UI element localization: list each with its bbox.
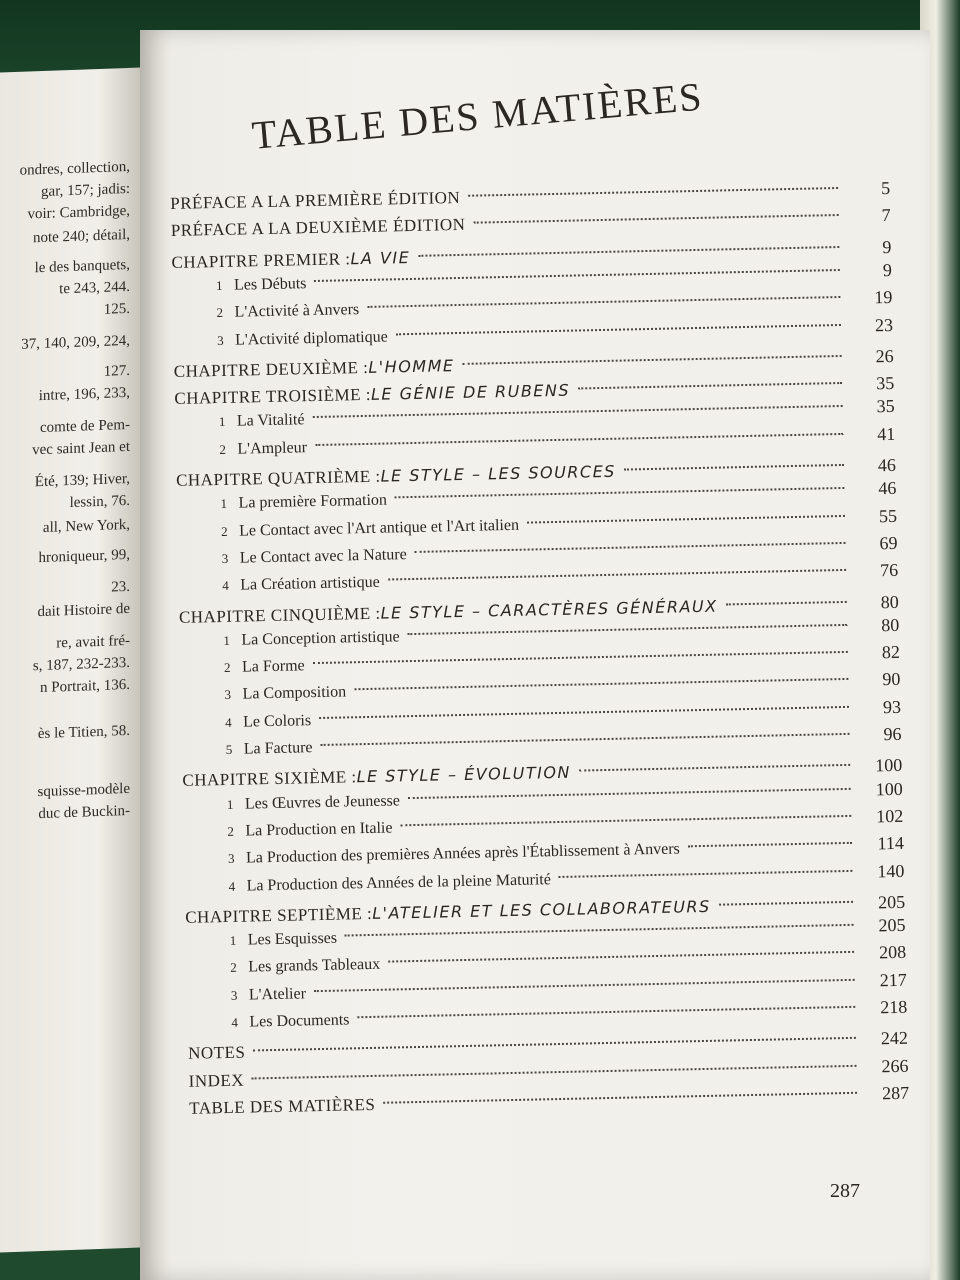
toc-entry-label: La Forme (241, 657, 305, 676)
dot-leader (312, 405, 842, 418)
page-title: TABLE DES MATIÈRES (250, 73, 706, 158)
toc-page-number: 100 (875, 778, 903, 799)
toc-section-number: 3 (227, 850, 235, 867)
toc-section-number: 3 (230, 987, 238, 1003)
toc-section-number: 1 (218, 414, 226, 430)
dot-leader (357, 1006, 855, 1018)
toc-section-number: 4 (222, 578, 229, 594)
toc-entry-label: L'Activité diplomatique (234, 327, 388, 349)
dot-leader (468, 187, 838, 197)
left-page-text-fragment: n Portrait, 136. (40, 676, 130, 697)
toc-entry-label: L'Atelier (248, 985, 307, 1004)
toc-section-number: 5 (225, 741, 233, 757)
toc-section-number: 1 (223, 632, 231, 648)
dot-leader (252, 1064, 857, 1079)
toc-page-number: 35 (875, 372, 895, 394)
toc-section-number: 4 (224, 714, 232, 730)
toc-chapter-subtitle: LA VIE (350, 247, 411, 268)
toc-section-number: 3 (224, 687, 232, 703)
toc-page-number: 205 (878, 914, 906, 936)
dot-leader (400, 815, 851, 826)
dot-leader (319, 706, 849, 719)
toc-entry-label: La Conception artistique (241, 628, 400, 649)
toc-entry-label: CHAPITRE PREMIER : (171, 248, 351, 272)
toc-entry-label: L'Activité à Anvers (234, 301, 360, 321)
toc-page-number: 218 (880, 996, 908, 1018)
left-page-text-fragment: 125. (103, 300, 130, 318)
toc-page-number: 80 (880, 591, 899, 612)
toc-page-number: 205 (877, 891, 906, 913)
toc-chapter-subtitle: LE STYLE – LES SOURCES (380, 461, 617, 486)
dot-leader (345, 924, 854, 937)
toc-entry-label: La première Formation (238, 491, 388, 512)
dot-leader (473, 214, 838, 224)
left-page-text-fragment: ondres, collection, (19, 158, 130, 179)
left-page-text-fragment: all, New York, (42, 516, 130, 536)
dot-leader (527, 515, 845, 524)
toc-entry-label: CHAPITRE DEUXIÈME : (173, 357, 369, 381)
toc-entry-label: La Production en Italie (245, 819, 393, 840)
toc-entry-label: La Facture (243, 739, 313, 758)
toc-entry-label: Le Contact avec la Nature (239, 546, 407, 567)
toc-page-number: 93 (882, 696, 902, 717)
toc-page-number: 7 (881, 205, 891, 226)
toc-page-number: 46 (878, 478, 897, 499)
dot-leader (396, 323, 841, 334)
toc-entry-label: CHAPITRE QUATRIÈME : (175, 466, 381, 490)
left-page (0, 68, 140, 1253)
toc-entry-label: CHAPITRE SEPTIÈME : (185, 903, 373, 927)
toc-section-number: 2 (220, 523, 228, 539)
toc-entry-label: PRÉFACE A LA PREMIÈRE ÉDITION (170, 187, 461, 213)
toc-chapter-subtitle: LE GÉNIE DE RUBENS (370, 380, 571, 404)
toc-section-number: 2 (227, 823, 235, 839)
dot-leader (314, 979, 855, 992)
toc-entry-label: L'Ampleur (237, 438, 308, 458)
toc-page-number: 9 (882, 259, 893, 280)
toc-entry-label: Le Contact avec l'Art antique et l'Art italien (238, 516, 520, 540)
left-page-text-fragment: lessin, 76. (69, 492, 130, 512)
right-page (140, 30, 930, 1280)
left-page-text-fragment: 127. (103, 362, 130, 380)
dot-leader (388, 951, 854, 963)
left-page-text-fragment: note 240; détail, (32, 226, 130, 247)
toc-section-number: 1 (229, 932, 237, 949)
toc-page-number: 55 (878, 505, 898, 526)
toc-entry-label: Le Coloris (242, 711, 312, 731)
toc-page-number: 217 (879, 969, 907, 990)
toc-entry-label: Les Documents (249, 1011, 350, 1031)
toc-section-number: 2 (230, 960, 237, 976)
toc-page-number: 26 (875, 345, 894, 367)
toc-page-number: 114 (877, 832, 905, 854)
toc-page-number: 5 (880, 177, 891, 199)
toc-page-number: 82 (881, 641, 901, 663)
toc-page-number: 41 (877, 423, 896, 444)
toc-section-number: 4 (228, 878, 236, 894)
toc-entry-label: PRÉFACE A LA DEUXIÈME ÉDITION (170, 215, 466, 241)
toc-page-number: 23 (874, 314, 894, 335)
left-page-text-fragment: le des banquets, (34, 256, 130, 277)
toc-entry-label: NOTES (187, 1042, 246, 1064)
left-page-text-fragment: s, 187, 232-233. (32, 654, 130, 675)
left-page-text-fragment: 23. (111, 578, 130, 596)
toc-section-number: 2 (219, 441, 227, 457)
toc-page-number: 69 (879, 532, 898, 554)
toc-entry-label: CHAPITRE TROISIÈME : (174, 384, 372, 409)
toc-page-number: 140 (877, 860, 905, 881)
left-page-text-fragment: voir: Cambridge, (27, 202, 130, 223)
toc-page-number: 80 (881, 614, 900, 635)
left-page-text-fragment: gar, 157; jadis: (41, 180, 130, 201)
toc-page-number: 76 (879, 560, 899, 581)
left-page-text-fragment: dait Histoire de (37, 600, 130, 621)
toc-entry-label: TABLE DES MATIÈRES (189, 1094, 376, 1118)
toc-section-number: 3 (221, 550, 229, 566)
toc-section-number: 1 (226, 796, 234, 812)
toc-chapter-subtitle: LE STYLE – ÉVOLUTION (356, 763, 572, 787)
toc-page-number: 96 (883, 723, 902, 745)
toc-page-number: 9 (882, 236, 892, 257)
left-page-text-fragment: duc de Buckin- (38, 802, 130, 823)
left-page-text-fragment: te 243, 244. (59, 278, 130, 298)
dot-leader (719, 901, 853, 906)
dot-leader (624, 464, 844, 471)
toc-page-number: 19 (874, 287, 893, 308)
left-page-text-fragment: 37, 140, 209, 224, (21, 332, 130, 353)
toc-chapter-subtitle: L'HOMME (368, 355, 455, 377)
toc-page-number: 35 (876, 396, 895, 417)
toc-entry-label: La Production des Années de la pleine Maturité (246, 870, 552, 895)
toc-page-number: 102 (876, 805, 904, 827)
dot-leader (313, 651, 848, 664)
dot-leader (315, 433, 843, 446)
dot-leader (388, 569, 846, 581)
toc-page-number: 266 (881, 1055, 909, 1076)
toc-chapter-subtitle: LE STYLE – CARACTÈRES GÉNÉRAUX (380, 596, 718, 623)
dot-leader (415, 542, 846, 553)
left-page-text-fragment: ès le Titien, 58. (37, 722, 130, 743)
toc-entry-label: Les Esquisses (247, 929, 338, 949)
toc-page-number: 208 (878, 942, 907, 963)
toc-page-number: 242 (880, 1028, 909, 1049)
dot-leader (578, 382, 842, 390)
toc-section-number: 1 (215, 277, 223, 293)
dot-leader (395, 487, 845, 498)
dot-leader (253, 1037, 856, 1052)
dot-leader (418, 246, 839, 257)
dot-leader (726, 600, 847, 605)
left-page-text-fragment: re, avait fré- (56, 632, 130, 652)
toc-entry-label: La Composition (242, 683, 347, 703)
left-page-text-fragment: Été, 139; Hiver, (34, 470, 130, 491)
dot-leader (354, 678, 848, 690)
left-page-text-fragment: vec saint Jean et (32, 438, 130, 459)
table-of-contents (170, 175, 910, 1118)
left-page-text-fragment: comte de Pem- (40, 416, 130, 437)
dot-leader (408, 787, 851, 798)
toc-page-number: 90 (882, 669, 901, 690)
toc-page-number: 287 (881, 1082, 910, 1104)
left-page-text-fragment: squisse-modèle (37, 780, 130, 801)
toc-entry-label: Les Œuvres de Jeunesse (244, 791, 401, 813)
toc-section-number: 1 (220, 496, 228, 512)
toc-entry-label: CHAPITRE SIXIÈME : (182, 767, 357, 791)
toc-entry-label: Les Débuts (233, 275, 307, 294)
toc-section-number: 4 (231, 1014, 239, 1030)
dot-leader (559, 869, 853, 877)
page-number: 287 (830, 1180, 860, 1202)
left-page-text-fragment: intre, 196, 233, (38, 384, 130, 405)
toc-entry-label: La Production des premières Années après l'Établissement à Anvers (245, 840, 680, 867)
toc-entry-label: Les grands Tableaux (248, 956, 381, 976)
toc-section-number: 2 (216, 305, 224, 321)
dot-leader (462, 355, 841, 365)
toc-section-number: 3 (216, 332, 224, 348)
dot-leader (579, 764, 850, 772)
dot-leader (320, 733, 849, 746)
dot-leader (314, 269, 839, 282)
dot-leader (688, 842, 852, 847)
dot-leader (408, 624, 848, 635)
toc-chapter-subtitle: L'ATELIER ET LES COLLABORATEURS (372, 896, 711, 923)
toc-section-number: 2 (223, 659, 231, 676)
toc-page-number: 100 (875, 755, 903, 776)
toc-entry-label: CHAPITRE CINQUIÈME : (178, 603, 381, 627)
toc-entry-label: La Vitalité (236, 411, 305, 431)
left-page-text-fragment: hroniqueur, 99, (38, 546, 130, 567)
toc-page-number: 46 (877, 454, 897, 476)
dot-leader (383, 1092, 857, 1104)
toc-entry-label: La Création artistique (240, 573, 380, 594)
dot-leader (367, 296, 840, 308)
toc-entry-label: INDEX (188, 1070, 245, 1091)
